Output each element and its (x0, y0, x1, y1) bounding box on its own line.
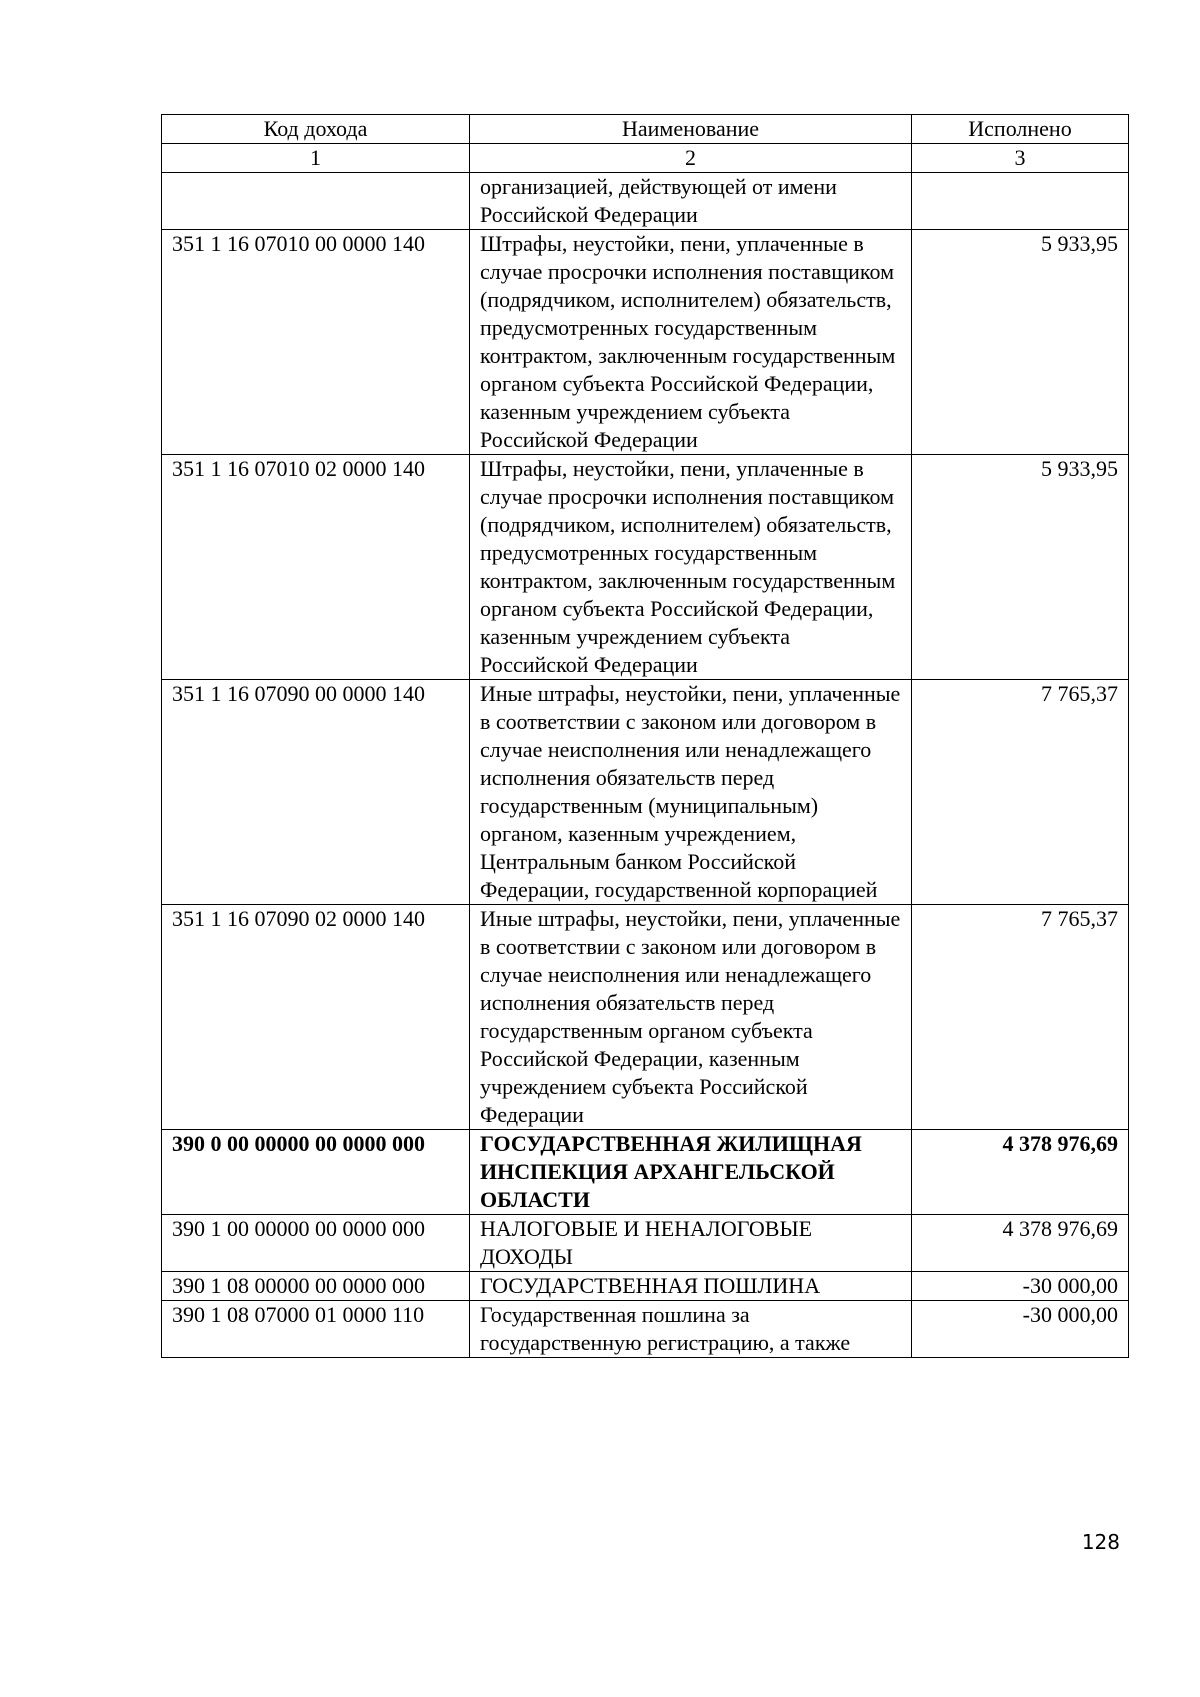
amount-cell: 7 765,37 (912, 905, 1129, 1130)
table-row (162, 905, 1129, 1130)
income-code-cell: 390 1 08 07000 01 0000 110 (162, 1301, 470, 1358)
income-code-cell: 351 1 16 07010 00 0000 140 (162, 230, 470, 455)
table-row (162, 455, 1129, 680)
name-cell: организацией, действующей от имени Российской Федерации (470, 173, 912, 230)
name-cell: Штрафы, неустойки, пени, уплаченные в случае просрочки исполнения поставщиком (подрядчиком, исполнителем) обязательств, предусмотренных государственным контрактом, заключенным государственным органом субъекта Российской Федерации, казенным учреждением субъекта Российской Федерации (470, 230, 912, 455)
income-code-cell: 390 1 08 00000 00 0000 000 (162, 1272, 470, 1301)
income-code-cell: 390 1 00 00000 00 0000 000 (162, 1215, 470, 1272)
name-cell: Иные штрафы, неустойки, пени, уплаченные в соответствии с законом или договором в случае неисполнения или ненадлежащего исполнения обязательств перед государственным (муниципальным) органом, казенным учреждением, Центральным банком Российской Федерации, государственной корпорацией (470, 680, 912, 905)
table-row (162, 1272, 1129, 1301)
name-cell: ГОСУДАРСТВЕННАЯ ПОШЛИНА (470, 1272, 912, 1301)
name-cell: Штрафы, неустойки, пени, уплаченные в случае просрочки исполнения поставщиком (подрядчиком, исполнителем) обязательств, предусмотренных государственным контрактом, заключенным государственным органом субъекта Российской Федерации, казенным учреждением субъекта Российской Федерации (470, 455, 912, 680)
revenue-table (161, 114, 1129, 1358)
name-cell: ГОСУДАРСТВЕННАЯ ЖИЛИЩНАЯ ИНСПЕКЦИЯ АРХАНГЕЛЬСКОЙ ОБЛАСТИ (470, 1130, 912, 1215)
column-number-3: 3 (912, 144, 1129, 173)
amount-cell: -30 000,00 (912, 1301, 1129, 1358)
header-name: Наименование (470, 115, 912, 144)
column-number-row (162, 144, 1129, 173)
amount-cell: -30 000,00 (912, 1272, 1129, 1301)
amount-cell: 7 765,37 (912, 680, 1129, 905)
name-cell: Государственная пошлина за государственную регистрацию, а также (470, 1301, 912, 1358)
table-row (162, 230, 1129, 455)
header-income-code: Код дохода (162, 115, 470, 144)
table-row (162, 680, 1129, 905)
table-row (162, 1215, 1129, 1272)
column-number-1: 1 (162, 144, 470, 173)
amount-cell: 5 933,95 (912, 455, 1129, 680)
amount-cell: 4 378 976,69 (912, 1215, 1129, 1272)
amount-cell (912, 173, 1129, 230)
amount-cell: 4 378 976,69 (912, 1130, 1129, 1215)
income-code-cell (162, 173, 470, 230)
page-number: 128 (1081, 1530, 1120, 1554)
table-row (162, 173, 1129, 230)
header-row (162, 115, 1129, 144)
income-code-cell: 351 1 16 07090 00 0000 140 (162, 680, 470, 905)
income-code-cell: 351 1 16 07090 02 0000 140 (162, 905, 470, 1130)
income-code-cell: 351 1 16 07010 02 0000 140 (162, 455, 470, 680)
name-cell: НАЛОГОВЫЕ И НЕНАЛОГОВЫЕ ДОХОДЫ (470, 1215, 912, 1272)
income-code-cell: 390 0 00 00000 00 0000 000 (162, 1130, 470, 1215)
column-number-2: 2 (470, 144, 912, 173)
table-row-section (162, 1130, 1129, 1215)
name-cell: Иные штрафы, неустойки, пени, уплаченные в соответствии с законом или договором в случае неисполнения или ненадлежащего исполнения обязательств перед государственным органом субъекта Российской Федерации, казенным учреждением субъекта Российской Федерации (470, 905, 912, 1130)
header-executed: Исполнено (912, 115, 1129, 144)
table-row (162, 1301, 1129, 1358)
amount-cell: 5 933,95 (912, 230, 1129, 455)
